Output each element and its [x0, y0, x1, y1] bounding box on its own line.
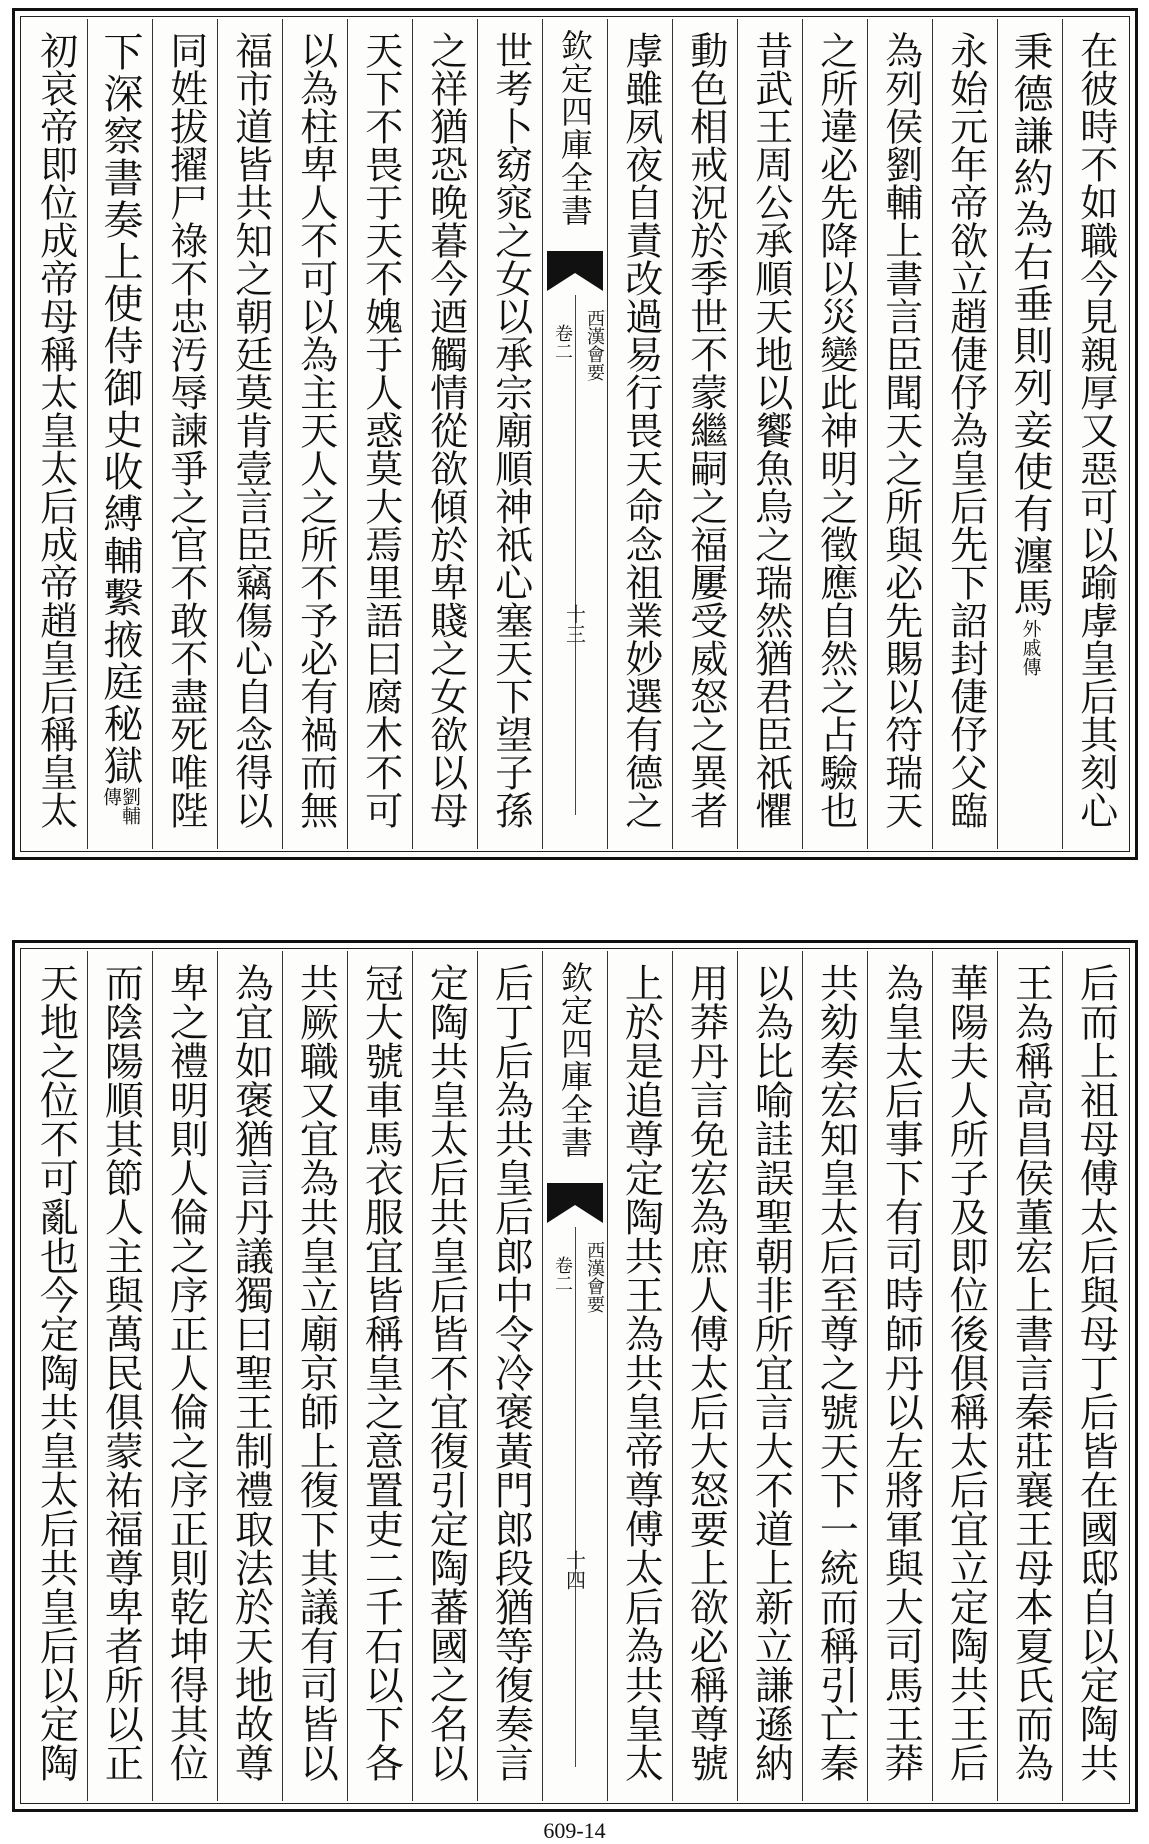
- text-column: [412, 19, 477, 849]
- page-bottom: [12, 940, 1138, 1812]
- banxin-title: 欽定四庫全書: [556, 961, 594, 1159]
- banxin-fold-column: [542, 19, 607, 849]
- column-text: [283, 963, 347, 1793]
- column-text: [23, 31, 87, 841]
- banxin-folio-number: 十四: [562, 1550, 587, 1590]
- column-text: [218, 31, 282, 841]
- column-main-text: 之祥猶恐晚暮今迺觸情從欲傾於卑賤之女欲以母: [423, 31, 468, 829]
- column-main-text: 世考卜窈窕之女以承宗廟順神祇心塞天下望子孫: [488, 31, 533, 829]
- column-main-text: 福市道皆共知之朝廷莫肯壹言臣竊傷心自念得以: [228, 31, 273, 829]
- column-main-text: 虖雖夙夜自責改過易行畏天命念祖業妙選有德之: [618, 31, 663, 829]
- column-main-text: 共劾奏宏知皇太后至尊之號天下一統而稱引亡秦: [813, 963, 859, 1782]
- text-column: [23, 951, 87, 1801]
- page-top: [12, 8, 1138, 860]
- column-main-text: 之所違必先降以災變此神明之徵應自然之占驗也: [813, 31, 858, 829]
- column-text: [803, 963, 867, 1793]
- column-text: [673, 31, 737, 841]
- column-main-text: 王為稱高昌侯董宏上書言秦莊襄王母本夏氏而為: [1008, 963, 1054, 1782]
- text-column: [347, 951, 412, 1801]
- column-main-text: 下深察書奏上使侍御史收縛輔繫掖庭秘獄: [97, 31, 143, 787]
- column-main-text: 天下不畏于天不媿于人惑莫大焉里語曰腐木不可: [358, 31, 403, 829]
- banxin-book-title: 西漢會要: [584, 309, 605, 381]
- text-column: [152, 19, 217, 849]
- text-column: [867, 19, 932, 849]
- text-column: [217, 951, 282, 1801]
- column-main-text: 后而上祖母傅太后與母丁后皆在國邸自以定陶共: [1073, 963, 1119, 1782]
- text-column: [802, 19, 867, 849]
- column-text: [478, 963, 542, 1793]
- column-main-text: 初哀帝即位成帝母稱太皇太后成帝趙皇后稱皇太: [33, 31, 78, 829]
- column-text: [803, 31, 867, 841]
- text-column: [672, 19, 737, 849]
- column-main-text: 上於是追尊定陶共王為共皇帝尊傅太后為共皇太: [618, 963, 664, 1782]
- column-main-text: 冠大號車馬衣服宜皆稱皇之意置吏二千石以下各: [358, 963, 404, 1782]
- column-main-text: 定陶共皇太后共皇后皆不宜復引定陶蕃國之名以: [423, 963, 469, 1782]
- column-main-text: 秉德謙約為右垂則列妾使有瀍馬: [1007, 31, 1053, 619]
- column-main-text: 同姓拔擢尸祿不忠汚辱諫爭之官不敢不盡死唯陛: [163, 31, 208, 829]
- text-column: [477, 951, 542, 1801]
- column-text: [933, 963, 997, 1793]
- column-text: [88, 31, 152, 841]
- column-text: [88, 963, 152, 1793]
- text-column: [477, 19, 542, 849]
- text-column: [23, 19, 87, 849]
- text-column: [997, 951, 1062, 1801]
- column-main-text: 為皇太后事下有司時師丹以左將軍與大司馬王莽: [878, 963, 924, 1782]
- text-column: [932, 19, 997, 849]
- banxin-center-line: [575, 1227, 576, 1767]
- text-column: [412, 951, 477, 1801]
- column-main-text: 為列侯劉輔上書言臣聞天之所與必先賜以符瑞天: [878, 31, 923, 829]
- source-annotation: 劉輔傳: [100, 787, 141, 825]
- column-text: [673, 963, 737, 1793]
- banxin-fold-column: [542, 951, 607, 1801]
- text-column: [1062, 19, 1127, 849]
- column-main-text: 后丁后為共皇后郎中令冷褒黃門郎段猶等復奏言: [488, 963, 534, 1782]
- text-column: [802, 951, 867, 1801]
- banxin-juan: 卷二: [552, 1256, 573, 1292]
- column-main-text: 用莽丹言免宏為庶人傅太后大怒要上欲必稱尊號: [683, 963, 729, 1782]
- column-text: [478, 31, 542, 841]
- text-column: [282, 951, 347, 1801]
- column-text: [868, 31, 932, 841]
- text-column: [87, 19, 152, 849]
- text-column: [87, 951, 152, 1801]
- text-column: [607, 951, 672, 1801]
- banxin-folio-number: 十三: [562, 604, 587, 644]
- column-main-text: 為宜如褒猶言丹議獨曰聖王制禮取法於天地故尊: [228, 963, 274, 1782]
- column-text: [23, 963, 87, 1793]
- column-main-text: 卑之禮明則人倫之序正人倫之序正則乾坤得其位: [163, 963, 209, 1782]
- column-main-text: 共厥職又宜為共皇立廟京師上復下其議有司皆以: [293, 963, 339, 1782]
- columns-bottom: [23, 951, 1127, 1801]
- column-text: [413, 963, 477, 1793]
- column-main-text: 動色相戒況於季世不蒙繼嗣之福屢受威怒之異者: [683, 31, 728, 829]
- column-text: [348, 963, 412, 1793]
- column-text: [283, 31, 347, 841]
- column-main-text: 在彼時不如職今見親厚又惡可以踰虖皇后其刻心: [1073, 31, 1118, 829]
- column-main-text: 以為比喻詿誤聖朝非所宜言大不道上新立謙遜納: [748, 963, 794, 1782]
- text-column: [997, 19, 1062, 849]
- column-text: [1063, 31, 1127, 841]
- column-main-text: 以為柱卑人不可以為主天人之所不予必有禍而無: [293, 31, 338, 829]
- page-number: 609-14: [543, 1818, 606, 1843]
- banxin-book-title: 西漢會要: [584, 1241, 605, 1313]
- column-main-text: 昔武王周公承順天地以饗魚烏之瑞然猶君臣祇懼: [748, 31, 793, 829]
- column-text: [868, 963, 932, 1793]
- column-main-text: 永始元年帝欲立趙倢伃為皇后先下詔封倢伃父臨: [943, 31, 988, 829]
- column-text: [933, 31, 997, 841]
- text-column: [737, 951, 802, 1801]
- column-text: [413, 31, 477, 841]
- column-text: [998, 31, 1062, 841]
- text-column: [1062, 951, 1127, 1801]
- banxin-title: 欽定四庫全書: [556, 29, 594, 227]
- column-text: [153, 963, 217, 1793]
- text-column: [932, 951, 997, 1801]
- text-column: [607, 19, 672, 849]
- column-text: [738, 31, 802, 841]
- banxin-center-line: [575, 295, 576, 815]
- column-text: [738, 963, 802, 1793]
- column-text: [1063, 963, 1127, 1793]
- text-column: [737, 19, 802, 849]
- column-main-text: 天地之位不可亂也今定陶共皇太后共皇后以定陶: [33, 963, 79, 1782]
- text-column: [282, 19, 347, 849]
- column-text: [608, 963, 672, 1793]
- text-column: [152, 951, 217, 1801]
- text-column: [217, 19, 282, 849]
- fish-tail-icon: [547, 251, 603, 291]
- banxin-juan: 卷二: [552, 324, 573, 360]
- column-text: [348, 31, 412, 841]
- column-text: [998, 963, 1062, 1793]
- text-column: [867, 951, 932, 1801]
- source-annotation: 外戚傳: [1019, 619, 1042, 676]
- text-column: [347, 19, 412, 849]
- column-text: [153, 31, 217, 841]
- column-text: [608, 31, 672, 841]
- text-column: [672, 951, 737, 1801]
- column-main-text: 華陽夫人所子及即位後俱稱太后宜立定陶共王后: [943, 963, 989, 1782]
- columns-top: [23, 19, 1127, 849]
- column-text: [218, 963, 282, 1793]
- column-main-text: 而陰陽順其節人主與萬民俱蒙祐福尊卑者所以正: [98, 963, 144, 1782]
- fish-tail-icon: [547, 1183, 603, 1223]
